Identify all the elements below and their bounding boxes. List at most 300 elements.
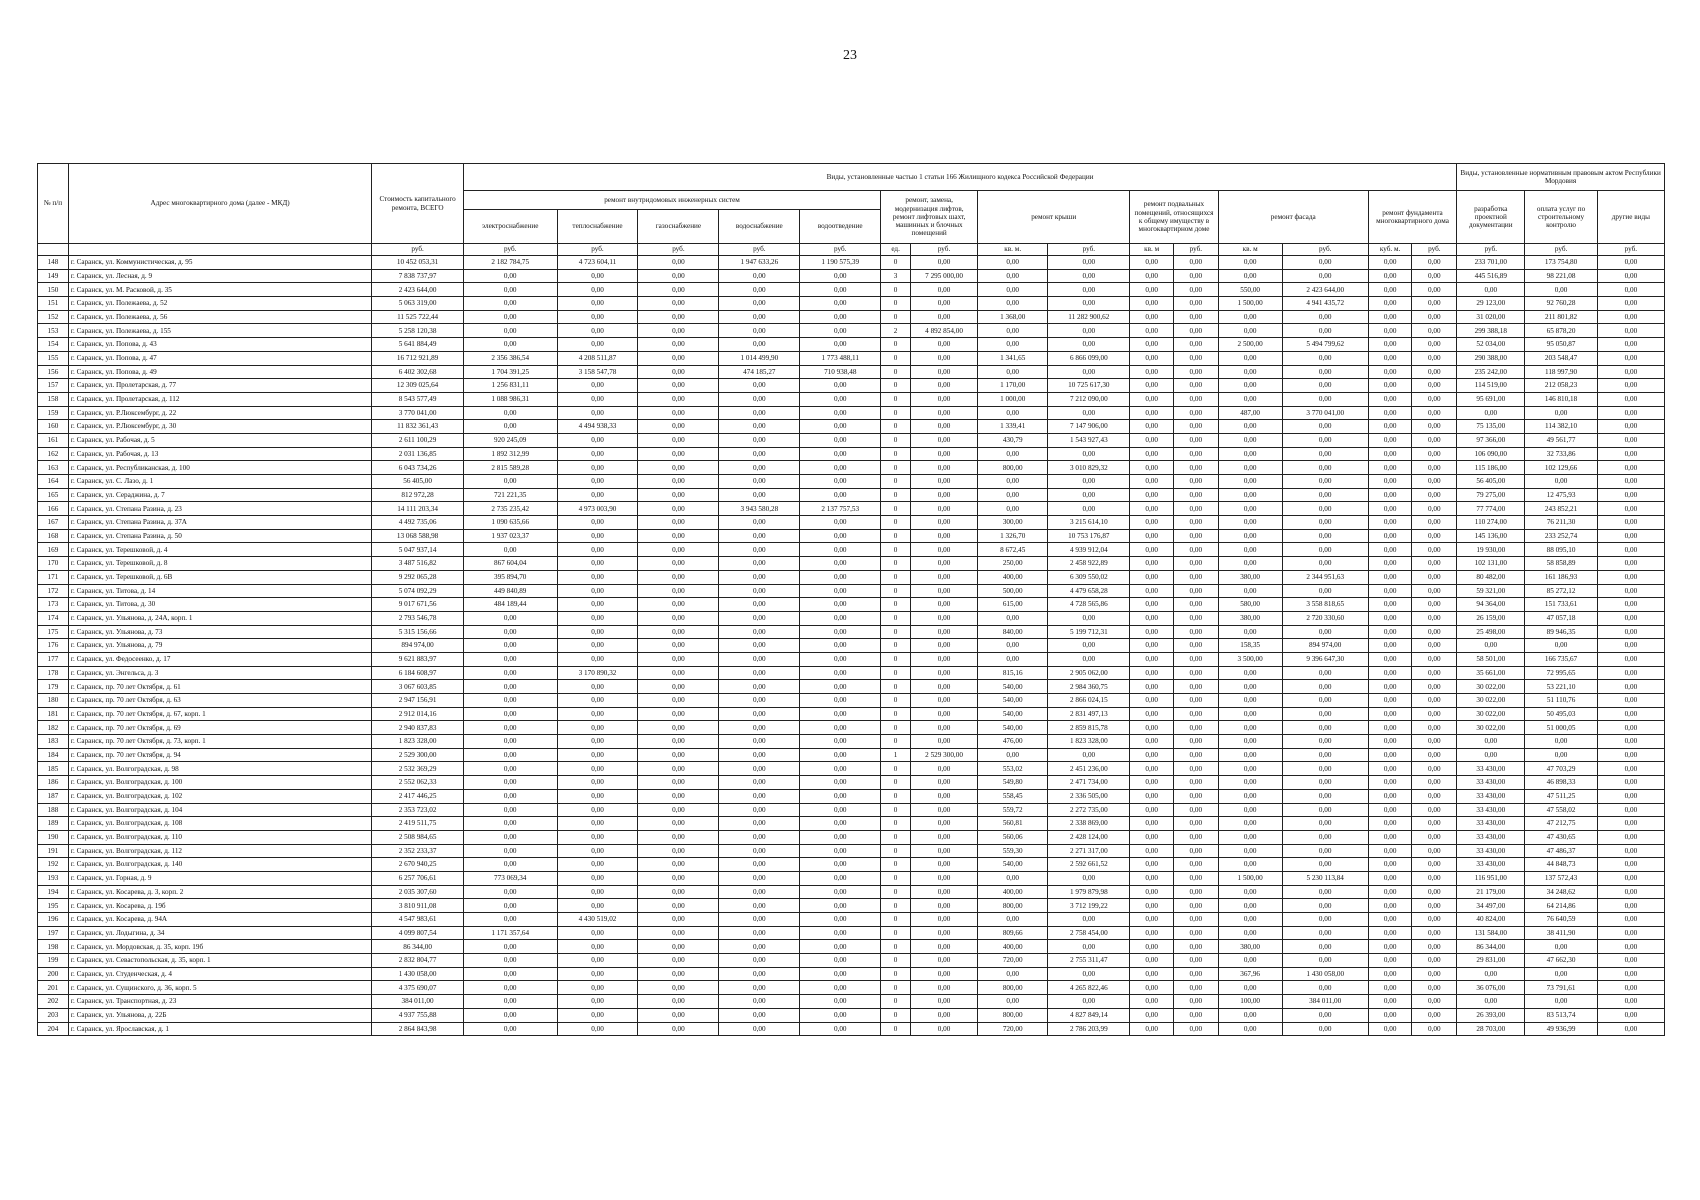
value-cell: 0,00 <box>638 680 719 694</box>
value-cell: 0,00 <box>1173 461 1218 475</box>
value-cell: 53 221,10 <box>1525 680 1597 694</box>
value-cell: 0,00 <box>800 379 881 393</box>
value-cell: 0,00 <box>1412 940 1457 954</box>
value-cell: 0,00 <box>1130 981 1174 995</box>
value-cell: 553,02 <box>978 762 1048 776</box>
value-cell: 0,00 <box>1412 379 1457 393</box>
value-cell: 0,00 <box>1412 707 1457 721</box>
value-cell: 0,00 <box>1412 338 1457 352</box>
value-cell: 0,00 <box>800 871 881 885</box>
value-cell: 1 543 927,43 <box>1048 433 1130 447</box>
row-number: 190 <box>38 830 69 844</box>
value-cell: 0,00 <box>1130 420 1174 434</box>
value-cell: 0,00 <box>978 995 1048 1009</box>
unit-cell: руб. <box>557 244 638 256</box>
value-cell: 0,00 <box>557 283 638 297</box>
value-cell: 0,00 <box>1412 529 1457 543</box>
address-cell: г. Саранск, ул. Терешковой, д. 4 <box>68 543 371 557</box>
heat-header: теплоснабжение <box>557 210 638 244</box>
value-cell: 1 090 635,66 <box>463 516 557 530</box>
value-cell: 0,00 <box>1130 913 1174 927</box>
value-cell: 0,00 <box>911 789 978 803</box>
value-cell: 0,00 <box>463 789 557 803</box>
value-cell: 0,00 <box>1282 488 1368 502</box>
value-cell: 0 <box>881 844 911 858</box>
value-cell: 0,00 <box>1130 625 1174 639</box>
value-cell: 2 532 369,29 <box>372 762 464 776</box>
value-cell: 0 <box>881 680 911 694</box>
value-cell: 0,00 <box>911 420 978 434</box>
value-cell: 0,00 <box>978 324 1048 338</box>
value-cell: 44 848,73 <box>1525 858 1597 872</box>
value-cell: 0,00 <box>1597 666 1664 680</box>
value-cell: 0,00 <box>800 652 881 666</box>
unit-cell: руб. <box>1173 244 1218 256</box>
value-cell: 34 248,62 <box>1525 885 1597 899</box>
value-cell: 0,00 <box>638 721 719 735</box>
value-cell: 0,00 <box>638 625 719 639</box>
value-cell: 5 641 884,49 <box>372 338 464 352</box>
value-cell: 0,00 <box>1218 557 1282 571</box>
value-cell: 0,00 <box>557 817 638 831</box>
value-cell: 0,00 <box>1597 748 1664 762</box>
value-cell: 0,00 <box>1412 858 1457 872</box>
row-number: 195 <box>38 899 69 913</box>
value-cell: 0,00 <box>1130 1022 1174 1036</box>
row-number: 180 <box>38 694 69 708</box>
value-cell: 0,00 <box>1130 461 1174 475</box>
value-cell: 0,00 <box>911 475 978 489</box>
table-row <box>38 584 1665 598</box>
value-cell: 0,00 <box>1412 461 1457 475</box>
row-number: 200 <box>38 967 69 981</box>
value-cell: 0,00 <box>557 1008 638 1022</box>
value-cell: 0,00 <box>1130 652 1174 666</box>
value-cell: 720,00 <box>978 954 1048 968</box>
value-cell: 6 257 706,61 <box>372 871 464 885</box>
value-cell: 812 972,28 <box>372 488 464 502</box>
value-cell: 47 486,37 <box>1525 844 1597 858</box>
value-cell: 0,00 <box>1282 324 1368 338</box>
value-cell: 0,00 <box>1173 666 1218 680</box>
value-cell: 0,00 <box>800 721 881 735</box>
value-cell: 0 <box>881 420 911 434</box>
value-cell: 0,00 <box>557 762 638 776</box>
value-cell: 0,00 <box>719 694 800 708</box>
address-cell: г. Саранск, ул. Рабочая, д. 13 <box>68 447 371 461</box>
unit-cell: руб. <box>1525 244 1597 256</box>
value-cell: 2 592 661,52 <box>1048 858 1130 872</box>
value-cell: 0,00 <box>800 954 881 968</box>
value-cell: 0,00 <box>638 652 719 666</box>
value-cell: 0,00 <box>1597 694 1664 708</box>
address-cell: г. Саранск, пр. 70 лет Октября, д. 61 <box>68 680 371 694</box>
value-cell: 0,00 <box>1597 803 1664 817</box>
value-cell: 0,00 <box>1597 338 1664 352</box>
row-number: 186 <box>38 776 69 790</box>
value-cell: 0,00 <box>978 338 1048 352</box>
value-cell: 2 552 062,33 <box>372 776 464 790</box>
value-cell: 0,00 <box>719 762 800 776</box>
value-cell: 0,00 <box>1282 475 1368 489</box>
value-cell: 0,00 <box>911 1008 978 1022</box>
value-cell: 0,00 <box>638 557 719 571</box>
table-row <box>38 721 1665 735</box>
value-cell: 0,00 <box>1282 721 1368 735</box>
value-cell: 33 430,00 <box>1457 789 1525 803</box>
value-cell: 0,00 <box>1597 721 1664 735</box>
value-cell: 3 810 911,08 <box>372 899 464 913</box>
address-cell: г. Саранск, ул. М. Расковой, д. 35 <box>68 283 371 297</box>
address-cell: г. Саранск, пр. 70 лет Октября, д. 69 <box>68 721 371 735</box>
value-cell: 0,00 <box>978 611 1048 625</box>
value-cell: 0,00 <box>1282 680 1368 694</box>
value-cell: 2 458 922,89 <box>1048 557 1130 571</box>
address-cell: г. Саранск, ул. Терешковой, д. 6В <box>68 570 371 584</box>
value-cell: 0,00 <box>1597 926 1664 940</box>
basement-header: ремонт подвальных помещений, относящихся к общему имуществу в многоквартирном доме <box>1130 191 1218 244</box>
value-cell: 0,00 <box>1282 447 1368 461</box>
value-cell: 0,00 <box>557 940 638 954</box>
value-cell: 0,00 <box>800 776 881 790</box>
value-cell: 0,00 <box>1412 392 1457 406</box>
value-cell: 0 <box>881 351 911 365</box>
value-cell: 0,00 <box>911 516 978 530</box>
value-cell: 0,00 <box>1525 735 1597 749</box>
row-number: 193 <box>38 871 69 885</box>
value-cell: 0 <box>881 256 911 270</box>
value-cell: 0,00 <box>1282 817 1368 831</box>
value-cell: 137 572,43 <box>1525 871 1597 885</box>
value-cell: 580,00 <box>1218 598 1282 612</box>
value-cell: 0,00 <box>557 379 638 393</box>
table-row <box>38 652 1665 666</box>
value-cell: 212 058,23 <box>1525 379 1597 393</box>
table-row <box>38 392 1665 406</box>
value-cell: 8 672,45 <box>978 543 1048 557</box>
value-cell: 0,00 <box>1368 406 1412 420</box>
value-cell: 2 428 124,00 <box>1048 830 1130 844</box>
value-cell: 0,00 <box>1130 776 1174 790</box>
row-number: 164 <box>38 475 69 489</box>
value-cell: 0,00 <box>1597 351 1664 365</box>
value-cell: 114 382,10 <box>1525 420 1597 434</box>
value-cell: 2 529 300,00 <box>372 748 464 762</box>
value-cell: 487,00 <box>1218 406 1282 420</box>
value-cell: 0,00 <box>1130 297 1174 311</box>
value-cell: 0,00 <box>463 666 557 680</box>
value-cell: 0,00 <box>911 899 978 913</box>
value-cell: 0,00 <box>638 940 719 954</box>
value-cell: 0,00 <box>1130 666 1174 680</box>
value-cell: 894 974,00 <box>372 639 464 653</box>
value-cell: 0,00 <box>1457 995 1525 1009</box>
value-cell: 161 186,93 <box>1525 570 1597 584</box>
value-cell: 0,00 <box>1048 502 1130 516</box>
value-cell: 0,00 <box>1173 256 1218 270</box>
value-cell: 0,00 <box>911 625 978 639</box>
row-number: 159 <box>38 406 69 420</box>
value-cell: 0,00 <box>638 981 719 995</box>
address-cell: г. Саранск, пр. 70 лет Октября, д. 73, корп. 1 <box>68 735 371 749</box>
value-cell: 0,00 <box>1457 406 1525 420</box>
value-cell: 0,00 <box>719 283 800 297</box>
row-number: 203 <box>38 1008 69 1022</box>
value-cell: 0,00 <box>800 735 881 749</box>
value-cell: 0,00 <box>800 324 881 338</box>
value-cell: 0,00 <box>1130 639 1174 653</box>
value-cell: 0,00 <box>719 406 800 420</box>
value-cell: 10 753 176,87 <box>1048 529 1130 543</box>
value-cell: 2 859 815,78 <box>1048 721 1130 735</box>
value-cell: 0,00 <box>911 830 978 844</box>
value-cell: 2 271 317,00 <box>1048 844 1130 858</box>
value-cell: 0,00 <box>557 844 638 858</box>
value-cell: 58 858,89 <box>1525 557 1597 571</box>
value-cell: 0,00 <box>719 748 800 762</box>
value-cell: 0,00 <box>911 598 978 612</box>
value-cell: 1 014 499,90 <box>719 351 800 365</box>
value-cell: 0 <box>881 557 911 571</box>
value-cell: 131 584,00 <box>1457 926 1525 940</box>
value-cell: 0,00 <box>557 776 638 790</box>
table-row <box>38 256 1665 270</box>
value-cell: 0 <box>881 666 911 680</box>
value-cell: 2 451 236,00 <box>1048 762 1130 776</box>
value-cell: 30 022,00 <box>1457 721 1525 735</box>
value-cell: 0,00 <box>1173 707 1218 721</box>
value-cell: 0,00 <box>1368 529 1412 543</box>
value-cell: 0,00 <box>800 310 881 324</box>
value-cell: 0 <box>881 611 911 625</box>
value-cell: 0,00 <box>1368 584 1412 598</box>
value-cell: 0,00 <box>1368 420 1412 434</box>
value-cell: 0,00 <box>911 639 978 653</box>
value-cell: 0 <box>881 721 911 735</box>
value-cell: 2 755 311,47 <box>1048 954 1130 968</box>
value-cell: 0,00 <box>1412 283 1457 297</box>
value-cell: 0,00 <box>1130 447 1174 461</box>
gas-header: газоснабжение <box>638 210 719 244</box>
value-cell: 9 396 647,30 <box>1282 652 1368 666</box>
value-cell: 2 272 735,00 <box>1048 803 1130 817</box>
value-cell: 0,00 <box>1412 365 1457 379</box>
value-cell: 800,00 <box>978 981 1048 995</box>
value-cell: 0,00 <box>1368 830 1412 844</box>
value-cell: 116 951,00 <box>1457 871 1525 885</box>
value-cell: 0,00 <box>1173 338 1218 352</box>
value-cell: 46 898,33 <box>1525 776 1597 790</box>
value-cell: 0,00 <box>557 529 638 543</box>
value-cell: 0,00 <box>911 338 978 352</box>
value-cell: 5 258 120,38 <box>372 324 464 338</box>
value-cell: 2 912 014,16 <box>372 707 464 721</box>
value-cell: 0,00 <box>1130 529 1174 543</box>
value-cell: 0,00 <box>1218 461 1282 475</box>
value-cell: 0,00 <box>1048 283 1130 297</box>
value-cell: 88 095,10 <box>1525 543 1597 557</box>
value-cell: 0,00 <box>638 283 719 297</box>
value-cell: 4 973 003,90 <box>557 502 638 516</box>
table-row <box>38 543 1665 557</box>
foundation-header: ремонт фундамента многоквартирного дома <box>1368 191 1456 244</box>
value-cell: 0,00 <box>638 858 719 872</box>
value-cell: 0,00 <box>1368 433 1412 447</box>
value-cell: 2 793 546,78 <box>372 611 464 625</box>
value-cell: 0,00 <box>1412 926 1457 940</box>
value-cell: 26 393,00 <box>1457 1008 1525 1022</box>
value-cell: 0,00 <box>1173 776 1218 790</box>
value-cell: 0,00 <box>1597 844 1664 858</box>
value-cell: 2 423 644,00 <box>372 283 464 297</box>
value-cell: 0,00 <box>1173 995 1218 1009</box>
value-cell: 30 022,00 <box>1457 680 1525 694</box>
value-cell: 0,00 <box>978 475 1048 489</box>
value-cell: 0,00 <box>978 365 1048 379</box>
value-cell: 0,00 <box>911 680 978 694</box>
value-cell: 146 810,18 <box>1525 392 1597 406</box>
value-cell: 0,00 <box>1597 995 1664 1009</box>
value-cell: 0,00 <box>911 858 978 872</box>
value-cell: 0,00 <box>1368 625 1412 639</box>
value-cell: 0,00 <box>557 584 638 598</box>
value-cell: 3 770 041,00 <box>372 406 464 420</box>
row-number: 198 <box>38 940 69 954</box>
value-cell: 0,00 <box>800 858 881 872</box>
value-cell: 380,00 <box>1218 611 1282 625</box>
value-cell: 0,00 <box>719 776 800 790</box>
design-header: разработка проектной документации <box>1457 191 1525 244</box>
value-cell: 0 <box>881 338 911 352</box>
value-cell: 560,06 <box>978 830 1048 844</box>
value-cell: 0,00 <box>1368 803 1412 817</box>
value-cell: 0,00 <box>1130 694 1174 708</box>
value-cell: 0,00 <box>1173 954 1218 968</box>
value-cell: 1 500,00 <box>1218 871 1282 885</box>
value-cell: 0,00 <box>557 611 638 625</box>
value-cell: 1 773 488,11 <box>800 351 881 365</box>
value-cell: 0,00 <box>638 694 719 708</box>
value-cell: 0,00 <box>1368 557 1412 571</box>
value-cell: 484 189,44 <box>463 598 557 612</box>
value-cell: 0,00 <box>1173 871 1218 885</box>
value-cell: 0,00 <box>1218 433 1282 447</box>
value-cell: 0,00 <box>1412 557 1457 571</box>
value-cell: 8 543 577,49 <box>372 392 464 406</box>
unit-cell: руб. <box>719 244 800 256</box>
value-cell: 0,00 <box>911 762 978 776</box>
value-cell: 0,00 <box>1173 817 1218 831</box>
value-cell: 0,00 <box>1173 694 1218 708</box>
value-cell: 0,00 <box>1457 283 1525 297</box>
value-cell: 0,00 <box>978 502 1048 516</box>
value-cell: 0,00 <box>1597 557 1664 571</box>
value-cell: 0,00 <box>719 1022 800 1036</box>
value-cell: 0,00 <box>557 995 638 1009</box>
value-cell: 0,00 <box>1368 748 1412 762</box>
value-cell: 26 159,00 <box>1457 611 1525 625</box>
value-cell: 815,16 <box>978 666 1048 680</box>
value-cell: 47 703,29 <box>1525 762 1597 776</box>
value-cell: 3 487 516,82 <box>372 557 464 571</box>
value-cell: 0,00 <box>463 310 557 324</box>
value-cell: 4 937 755,88 <box>372 1008 464 1022</box>
value-cell: 77 774,00 <box>1457 502 1525 516</box>
value-cell: 0,00 <box>1597 256 1664 270</box>
value-cell: 0,00 <box>1173 406 1218 420</box>
value-cell: 2 947 156,91 <box>372 694 464 708</box>
value-cell: 0,00 <box>1173 899 1218 913</box>
value-cell: 894 974,00 <box>1282 639 1368 653</box>
address-cell: г. Саранск, ул. Лодыгина, д. 34 <box>68 926 371 940</box>
value-cell: 0,00 <box>800 461 881 475</box>
value-cell: 0,00 <box>1173 721 1218 735</box>
value-cell: 0,00 <box>638 502 719 516</box>
value-cell: 2 353 723,02 <box>372 803 464 817</box>
value-cell: 0,00 <box>1368 256 1412 270</box>
value-cell: 11 282 900,62 <box>1048 310 1130 324</box>
value-cell: 0 <box>881 625 911 639</box>
col-address-header: Адрес многоквартирного дома (далее - МКД) <box>68 164 371 244</box>
address-cell: г. Саранск, ул. Севастопольская, д. 35, корп. 1 <box>68 954 371 968</box>
value-cell: 0,00 <box>1597 269 1664 283</box>
value-cell: 0,00 <box>800 392 881 406</box>
value-cell: 4 479 658,28 <box>1048 584 1130 598</box>
value-cell: 0,00 <box>719 1008 800 1022</box>
value-cell: 0,00 <box>1173 940 1218 954</box>
value-cell: 0,00 <box>719 995 800 1009</box>
value-cell: 40 824,00 <box>1457 913 1525 927</box>
table-row <box>38 995 1665 1009</box>
address-cell: г. Саранск, ул. Попова, д. 47 <box>68 351 371 365</box>
value-cell: 0,00 <box>1597 625 1664 639</box>
value-cell: 2 529 300,00 <box>911 748 978 762</box>
value-cell: 3 943 580,28 <box>719 502 800 516</box>
value-cell: 0,00 <box>638 954 719 968</box>
value-cell: 0,00 <box>1173 858 1218 872</box>
value-cell: 0,00 <box>1130 256 1174 270</box>
table-row <box>38 625 1665 639</box>
row-number: 155 <box>38 351 69 365</box>
value-cell: 0,00 <box>557 324 638 338</box>
value-cell: 0,00 <box>1218 762 1282 776</box>
value-cell: 0,00 <box>1282 365 1368 379</box>
value-cell: 0,00 <box>463 652 557 666</box>
value-cell: 0,00 <box>1048 748 1130 762</box>
value-cell: 0,00 <box>800 1008 881 1022</box>
value-cell: 0,00 <box>719 680 800 694</box>
value-cell: 47 430,65 <box>1525 830 1597 844</box>
value-cell: 0,00 <box>1282 926 1368 940</box>
value-cell: 0,00 <box>1525 475 1597 489</box>
row-number: 204 <box>38 1022 69 1036</box>
value-cell: 0,00 <box>1218 954 1282 968</box>
address-cell: г. Саранск, ул. Попова, д. 49 <box>68 365 371 379</box>
value-cell: 0,00 <box>1525 995 1597 1009</box>
value-cell: 0,00 <box>1048 365 1130 379</box>
value-cell: 0,00 <box>557 1022 638 1036</box>
value-cell: 0,00 <box>1218 310 1282 324</box>
value-cell: 0,00 <box>719 817 800 831</box>
table-row <box>38 338 1665 352</box>
value-cell: 0,00 <box>1173 365 1218 379</box>
value-cell: 0,00 <box>1412 666 1457 680</box>
table-row <box>38 529 1665 543</box>
value-cell: 0 <box>881 735 911 749</box>
value-cell: 0,00 <box>800 433 881 447</box>
value-cell: 0,00 <box>1130 995 1174 1009</box>
value-cell: 0,00 <box>1597 447 1664 461</box>
